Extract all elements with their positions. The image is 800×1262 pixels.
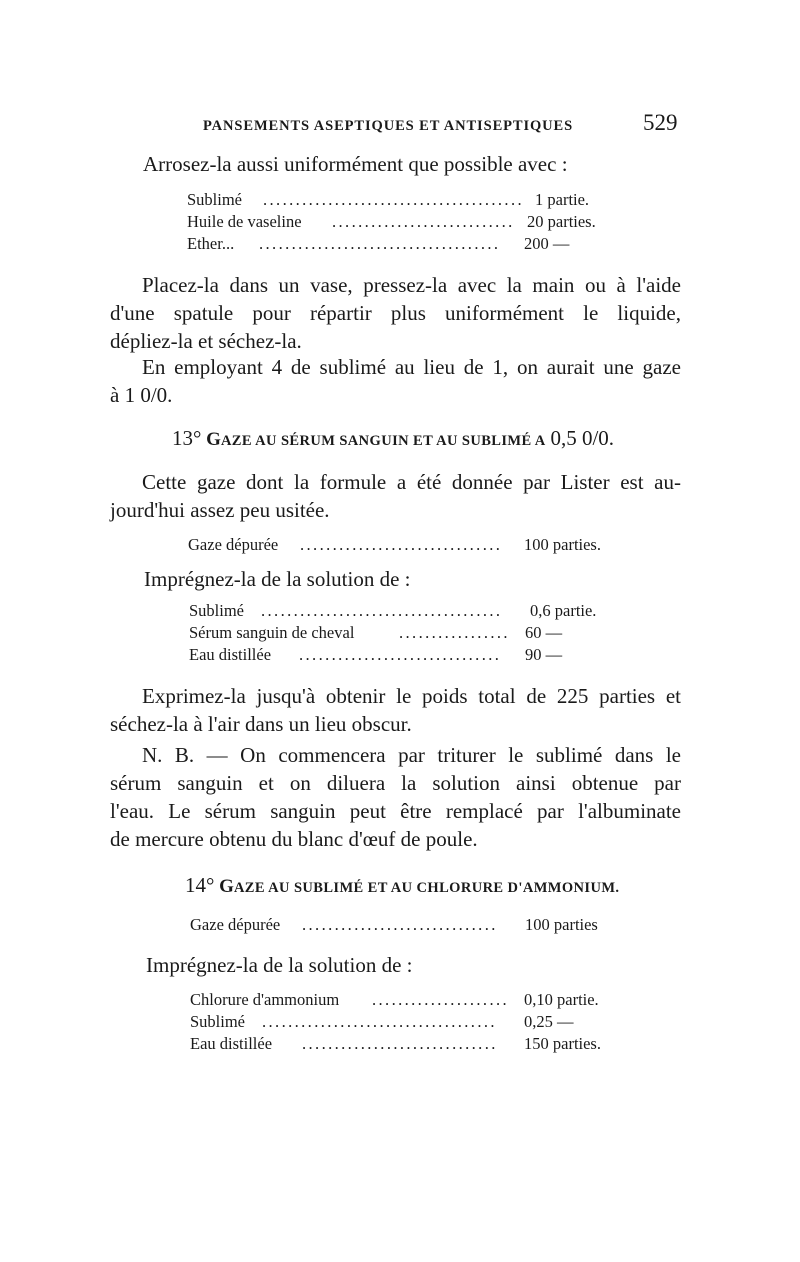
section-heading-14 (185, 873, 619, 898)
leader-dots: .............................. (302, 915, 498, 934)
impregnez-line: Imprégnez-la de la solution de : (144, 567, 411, 591)
recipe-row (189, 622, 629, 644)
heading-value: 0,5 0/0. (550, 426, 615, 450)
ingredient-qty: 0,10 partie. (524, 990, 599, 1009)
leader-dots: ..................... (372, 990, 510, 1009)
recipe-row (190, 914, 630, 936)
recipe-serum (189, 600, 629, 666)
ingredient-qty: 0,6 partie. (530, 601, 597, 620)
ingredient-qty: 90 — (525, 645, 563, 664)
recipe-row (190, 1011, 630, 1033)
text-line: Cette gaze dont la formule a été donnée par Lister est au- (142, 470, 681, 494)
intro-line: Arrosez-la aussi uniformément que possible avec : (143, 152, 568, 176)
ingredient-name: Gaze dépurée (188, 535, 279, 554)
heading-initial: G (219, 876, 234, 897)
text-line: jourd'hui assez peu usitée. (110, 498, 330, 522)
section-heading-13 (172, 426, 614, 451)
text-line: Placez-la dans un vase, pressez-la avec la main ou à l'aide (142, 273, 681, 297)
ingredient-name: Ether... (187, 234, 235, 253)
text-line: de mercure obtenu du blanc d'œuf de poule. (110, 827, 478, 851)
section-number: 14° (185, 873, 215, 897)
recipe-gaze-depuree (188, 534, 628, 556)
ingredient-qty: 100 parties (525, 915, 598, 934)
ingredient-name: Eau distillée (190, 1034, 273, 1053)
text-line: à 1 0/0. (110, 383, 173, 407)
ingredient-name: Sublimé (189, 601, 245, 620)
ingredient-name: Huile de vaseline (187, 212, 302, 231)
ingredient-name: Sérum sanguin de cheval (189, 623, 355, 642)
text-line: N. B. — On commencera par triturer le sublimé dans le (142, 743, 681, 767)
paragraph-cette-gaze (110, 468, 681, 524)
ingredient-qty: 200 — (524, 234, 570, 253)
paragraph-placez (110, 271, 681, 355)
recipe-sublime-huile (187, 189, 617, 255)
text-line: d'une spatule pour répartir plus uniformément le liquide, (110, 301, 681, 325)
ingredient-qty: 60 — (525, 623, 563, 642)
ingredient-name: Chlorure d'ammonium (190, 990, 340, 1009)
recipe-row (187, 189, 617, 211)
recipe-row (189, 600, 629, 622)
text-line: Exprimez-la jusqu'à obtenir le poids total de 225 parties et (142, 684, 681, 708)
ingredient-qty: 100 parties. (524, 535, 601, 554)
leader-dots: .................................... (262, 1012, 497, 1031)
leader-dots: ..................................... (259, 234, 501, 253)
recipe-chlorure (190, 989, 630, 1055)
impregnez-line-2: Imprégnez-la de la solution de : (146, 953, 413, 977)
leader-dots: ............................ (332, 212, 515, 231)
leader-dots: ..................................... (261, 601, 503, 620)
recipe-row (190, 989, 630, 1011)
ingredient-qty: 20 parties. (527, 212, 596, 231)
recipe-row (187, 211, 617, 233)
recipe-row (188, 534, 628, 556)
leader-dots: ............................... (299, 645, 502, 664)
leader-dots: .............................. (302, 1034, 498, 1053)
text-line: séchez-la à l'air dans un lieu obscur. (110, 712, 412, 736)
ingredient-qty: 0,25 — (524, 1012, 574, 1031)
heading-initial: G (206, 429, 221, 450)
ingredient-qty: 150 parties. (524, 1034, 601, 1053)
page-number: 529 (643, 110, 678, 135)
ingredient-name: Sublimé (190, 1012, 246, 1031)
leader-dots: ........................................ (263, 190, 524, 209)
text-line: dépliez-la et séchez-la. (110, 329, 302, 353)
ingredient-qty: 1 partie. (535, 190, 590, 209)
paragraph-exprimez (110, 682, 681, 738)
heading-text: AZE AU SÉRUM SANGUIN ET AU SUBLIMÉ A (220, 433, 546, 449)
recipe-row (189, 644, 629, 666)
leader-dots: ................. (399, 623, 510, 642)
recipe-row (187, 233, 617, 255)
paragraph-en-employant (110, 353, 681, 409)
text-line: l'eau. Le sérum sanguin peut être remplacé par l'albuminate (110, 799, 681, 823)
paragraph-nota-bene (110, 741, 681, 853)
section-number: 13° (172, 426, 202, 450)
running-title: PANSEMENTS ASEPTIQUES ET ANTISEPTIQUES (203, 118, 574, 134)
text-line: En employant 4 de sublimé au lieu de 1, on aurait une gaze (142, 355, 681, 379)
recipe-row (190, 1033, 630, 1055)
recipe-gaze-depuree-2 (190, 914, 630, 936)
ingredient-name: Eau distillée (189, 645, 272, 664)
leader-dots: ............................... (300, 535, 503, 554)
text-line: sérum sanguin et on diluera la solution ainsi obtenue par (110, 771, 681, 795)
heading-text: AZE AU SUBLIMÉ ET AU CHLORURE D'AMMONIUM. (233, 880, 620, 896)
ingredient-name: Sublimé (187, 190, 243, 209)
ingredient-name: Gaze dépurée (190, 915, 281, 934)
